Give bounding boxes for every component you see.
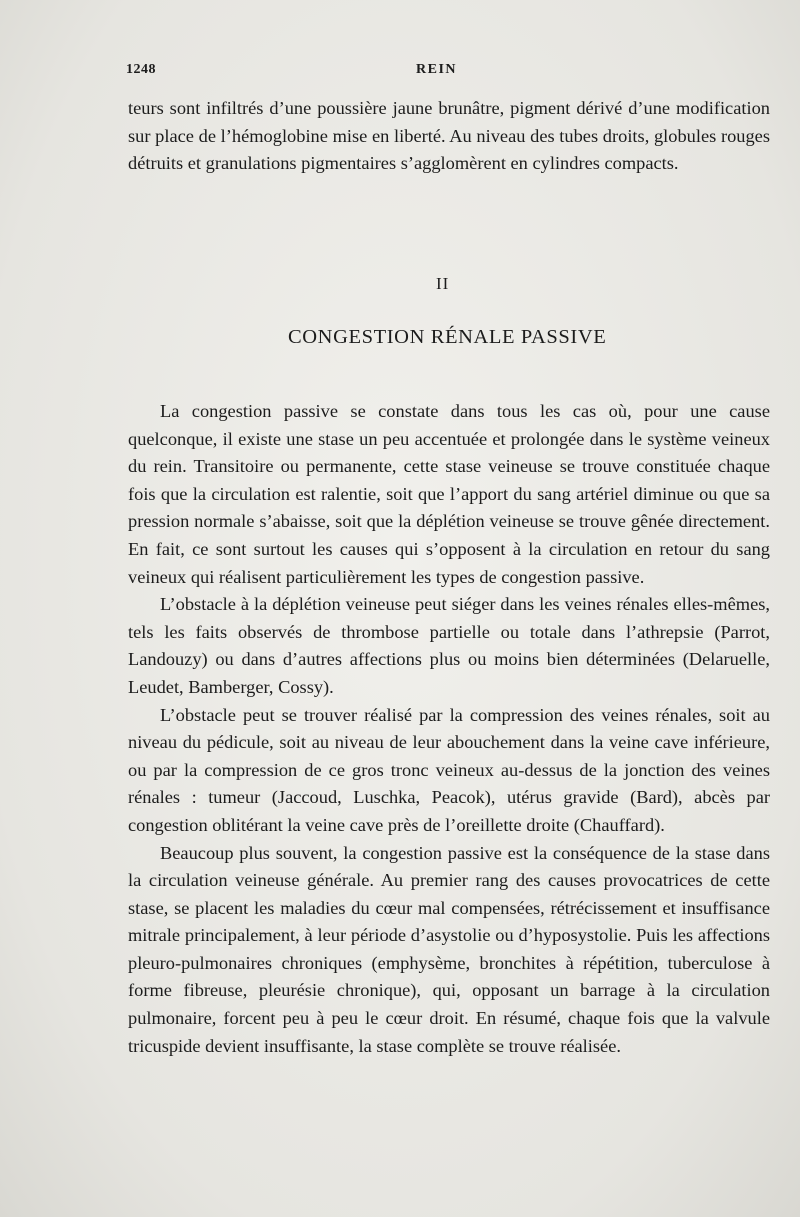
running-title: REIN [416, 62, 458, 77]
section-body [128, 398, 770, 1060]
continuation-block [128, 95, 770, 178]
paragraph-general-stasis: Beaucoup plus souvent, la congestion passive est la conséquence de la stase dans la circulation veineuse générale. Au premier rang des causes provocatrices de cette stase, se placent les maladies du cœur mal compensées, rétrécissement et insuffisance mitrale principalement, à leur période d’asystolie ou d’hyposystolie. Puis les affections pleuro-pulmonaires chroniques (emphysème, bronchites à répétition, tuberculose à forme fibreuse, pleurésie chronique), qui, opposant un barrage à la circulation pulmonaire, forcent peu à peu le cœur droit. En résumé, chaque fois que la valvule tricuspide devient insuffisante, la stase complète se trouve réalisée. [128, 842, 770, 1056]
paragraph-compression: L’obstacle peut se trouver réalisé par la compression des veines rénales, soit au niveau du pédicule, soit au niveau de leur abouchement dans la veine cave inférieure, ou par la compression de ce gros tronc veineux au-dessus de la jonction des veines rénales : tumeur (Jaccoud, Luschka, Peacok), utérus gravide (Bard), abcès par congestion oblitérant la veine cave près de l’oreillette droite (Chauffard). [128, 704, 770, 835]
page-number: 1248 [126, 62, 156, 77]
continuation-paragraph: teurs sont infiltrés d’une poussière jaune brunâtre, pigment dérivé d’une modification sur place de l’hémoglobine mise en liberté. Au niveau des tubes droits, globules rouges détruits et granulations pigmentaires s’agglomèrent en cylindres compacts. [128, 98, 770, 174]
running-head [126, 62, 768, 82]
section-number: II [436, 274, 450, 293]
paragraph-definition: La congestion passive se constate dans tous les cas où, pour une cause quelconque, il existe une stase un peu accentuée et prolongée dans le système veineux du rein. Transitoire ou permanente, cette stase veineuse se trouve constituée chaque fois que la circulation est ralentie, soit que l’apport du sang artériel diminue ou que sa pression normale s’abaisse, soit que la déplétion veineuse se trouve gênée directement. En fait, ce sont surtout les causes qui s’opposent à la circulation en retour du sang veineux qui réalisent particulièrement les types de congestion passive. [128, 401, 770, 587]
paragraph-renal-veins: L’obstacle à la déplétion veineuse peut siéger dans les veines rénales elles-mêmes, tels les faits observés de thrombose partielle ou totale dans l’athrepsie (Parrot, Landouzy) ou dans d’autres affections plus ou moins bien déterminées (Delaruelle, Leudet, Bamberger, Cossy). [128, 594, 770, 697]
section-title: CONGESTION RÉNALE PASSIVE [288, 326, 607, 348]
